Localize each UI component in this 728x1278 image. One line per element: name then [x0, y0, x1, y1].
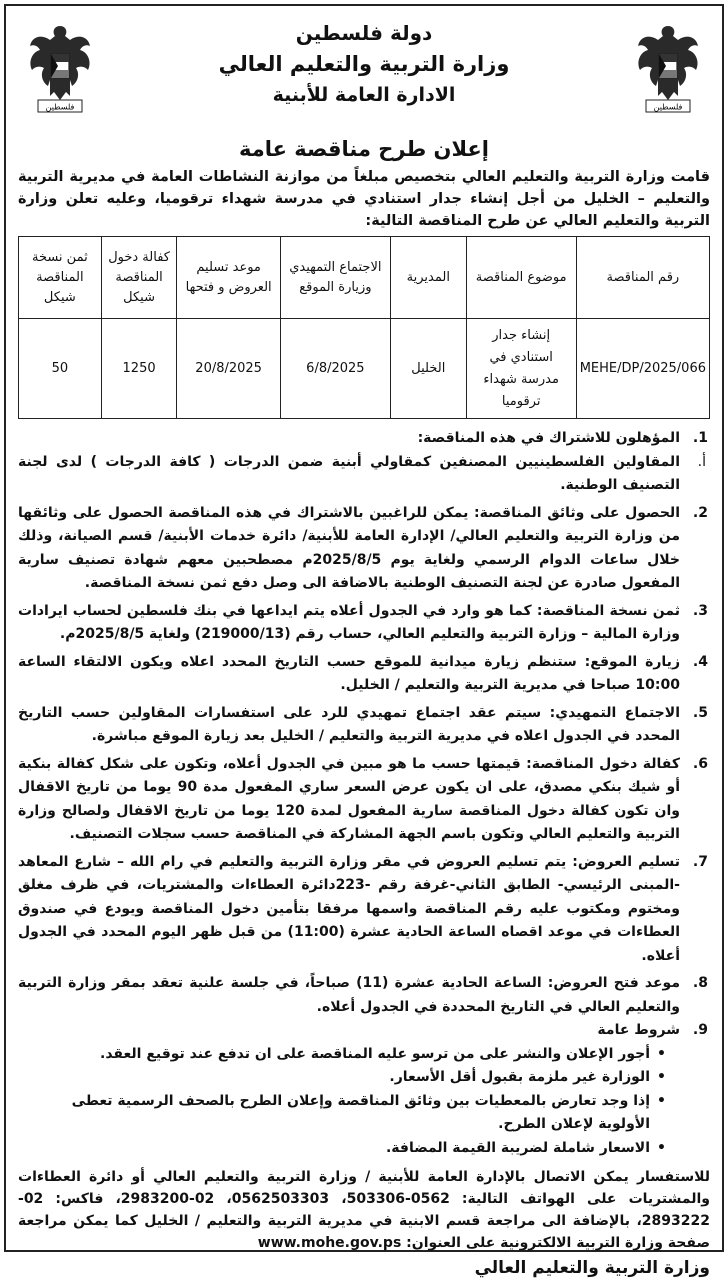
tender-table	[18, 236, 710, 419]
palestine-eagle-emblem-icon	[632, 20, 704, 116]
item-number: 5.	[692, 704, 708, 721]
item-text: شروط عامة	[597, 1022, 680, 1038]
item-text: موعد فتح العروض: الساعة الحادية عشرة (11) صباحاً، في جلسة علنية تعقد بمقر وزارة التربية والتعليم العالي في التاريخ المحددة في الجدول أعلاه.	[18, 975, 680, 1015]
item-number: 7.	[692, 853, 708, 870]
department-name: الادارة العامة للأبنية	[272, 84, 456, 106]
contact-paragraph: للاستفسار يمكن الاتصال بالإدارة العامة للأبنية / وزارة التربية والتعليم العالي أو دائرة العطاءات والمشتريات على الهواتف التالية: 0562-503306، 0562503303، 02-2983200، فاكس: 02-2893222، بالإضافة الى مراجعة قسم الابنية في مديرية التربية والتعليم / الخليل كما يمكن مراجعة صفحة وزارة التربية الالكترونية على العنوان: www.mohe.gov.ps	[18, 1169, 710, 1251]
item-text: ثمن نسخة المناقصة: كما هو وارد في الجدول أعلاه يتم ايداعها في بنك فلسطين لحساب ايرادات وزارة المالية – وزارة التربية والتعليم العالي، حساب رقم (219000/13) ولغاية 2025/8/5م.	[18, 602, 680, 642]
item-number: 4.	[692, 653, 708, 670]
cell-meeting-date: 6/8/2025	[280, 319, 390, 419]
list-item	[18, 502, 710, 596]
item-text: المؤهلون للاشتراك في هذه المناقصة:	[417, 430, 680, 446]
item-number: 6.	[692, 755, 708, 772]
cell-submission-date: 20/8/2025	[177, 319, 280, 419]
general-condition-bullet: • الوزارة غير ملزمة بقبول أقل الأسعار.	[18, 1066, 710, 1090]
table-header-row	[19, 237, 710, 319]
state-name: دولة فلسطين	[295, 21, 433, 45]
col-header-meeting: الاجتماع التمهيدي وزيارة الموقع	[280, 237, 390, 319]
col-header-directorate: المديرية	[390, 237, 466, 319]
palestine-eagle-emblem-icon	[24, 20, 96, 116]
emblem-ribbon-text: فلسطين	[45, 102, 75, 112]
intro-paragraph: قامت وزارة التربية والتعليم العالي بتخصيص مبلغاً من موازنة النشاطات العامة في مديرية التربية والتعليم – الخليل من أجل إنشاء جدار استنادي في مدرسة شهداء ترقوميا، وعليه تعلن وزارة التربية والتعليم العالي عن طرح المناقصة التالية:	[18, 169, 710, 229]
general-condition-bullet: • أجور الإعلان والنشر على من ترسو عليه المناقصة على ان تدفع عند توقيع العقد.	[18, 1043, 710, 1067]
item-number: 3.	[692, 602, 708, 619]
announcement-title: إعلان طرح مناقصة عامة	[239, 137, 489, 161]
col-header-subject: موضوع المناقصة	[466, 237, 576, 319]
table-row	[19, 319, 710, 419]
cell-tender-number: MEHE/DP/2025/066	[576, 319, 709, 419]
item-text: زيارة الموقع: ستنظم زيارة ميدانية للموقع حسب التاريخ المحدد اعلاه ويكون الالتقاء الساعة 10:00 صباحا في مديرية التربية والتعليم / الخليل.	[18, 653, 680, 693]
item-number: أ.	[697, 453, 706, 470]
cell-directorate: الخليل	[390, 319, 466, 419]
cell-subject: إنشاء جدار استنادي في مدرسة شهداء ترقوميا	[466, 319, 576, 419]
conditions-list	[18, 427, 710, 1160]
col-header-submission: موعد تسليم العروض و فتحها	[177, 237, 280, 319]
item-number: 9.	[692, 1022, 708, 1038]
item-text: الاجتماع التمهيدي: سيتم عقد اجتماع تمهيدي للرد على استفسارات المقاولين حسب التاريخ المحدد في الجدول اعلاه في مديرية التربية والتعليم / الخليل بعد زيارة الموقع مباشرة.	[18, 704, 680, 744]
list-item	[18, 600, 710, 647]
list-item	[18, 1019, 710, 1043]
list-item	[18, 702, 710, 749]
header	[18, 14, 710, 132]
tender-announcement	[4, 4, 724, 1278]
general-condition-bullet: • الاسعار شاملة لضريبة القيمة المضافة.	[18, 1137, 710, 1161]
cell-bond: 1250	[101, 319, 177, 419]
col-header-tender-number: رقم المناقصة	[576, 237, 709, 319]
list-item	[18, 972, 710, 1019]
item-text: الحصول على وثائق المناقصة: يمكن للراغبين بالاشتراك في هذه المناقصة الحصول على وثائقها من وزارة التربية والتعليم العالي/ الإدارة العامة للأبنية/ دائرة خدمات الأبنية/ قسم الصيانة، وذلك خلال ساعات الدوام الرسمي ولغاية يوم 2025/8/5م مصطحبين معهم شهادة تصنيف سارية المفعول صادرة عن لجنة التصنيف الوطنية بالاضافة الى وصل دفع ثمن نسخة المناقصة.	[18, 504, 681, 591]
list-subitem	[18, 451, 710, 498]
cell-price: 50	[19, 319, 102, 419]
list-item	[18, 651, 710, 698]
item-number: 8.	[692, 975, 708, 991]
ministry-name: وزارة التربية والتعليم العالي	[218, 52, 510, 76]
item-number: 2.	[692, 504, 708, 521]
signature: وزارة التربية والتعليم العالي	[474, 1258, 710, 1278]
emblem-ribbon-text: فلسطين	[653, 102, 683, 112]
list-item	[18, 753, 710, 847]
col-header-price: ثمن نسخة المناقصة شيكل	[19, 237, 102, 319]
general-condition-bullet: • إذا وجد تعارض بالمعطيات بين وثائق المناقصة وإعلان الطرح بالصحف الرسمية تعطى الأولوية لإعلان الطرح.	[18, 1090, 710, 1137]
col-header-bond: كفالة دخول المناقصة شيكل	[101, 237, 177, 319]
item-number: 1.	[692, 430, 708, 446]
list-item	[18, 427, 710, 451]
item-text: كفالة دخول المناقصة: قيمتها حسب ما هو مبين في الجدول أعلاه، وتكون على شكل كفالة بنكية أو شيك بنكي مصدق، على ان يكون عرض السعر ساري المفعول مدة 90 يوما من تاريخ الاقفال وان تكون كفالة دخول المناقصة سارية المفعول لمدة 120 يوما من تاريخ الاقفال ولصالح وزارة التربية والتعليم العالي وتكون باسم الجهة المشاركة في المناقصة حسب سجلات التصنيف.	[18, 755, 680, 842]
list-item	[18, 851, 710, 969]
item-text: تسليم العروض: يتم تسليم العروض في مقر وزارة التربية والتعليم في رام الله – شارع المعاهد -المبنى الرئيسي- الطابق الثاني-غرفة رقم -223دائرة العطاءات والمشتريات، في ظرف مغلق ومختوم ومكتوب عليه رقم المناقصة واسمها مرفقا بتأمين دخول المناقصة ويودع في صندوق العطاءات في موعد اقصاه الساعة الحادية عشرة (11:00) من قبل ظهر اليوم المحدد في الجدول أعلاه.	[18, 853, 680, 964]
item-text: المقاولين الفلسطينيين المصنفين كمقاولي أبنية ضمن الدرجات ( كافة الدرجات ) لدى لجنة التصنيف الوطنية.	[18, 453, 680, 493]
